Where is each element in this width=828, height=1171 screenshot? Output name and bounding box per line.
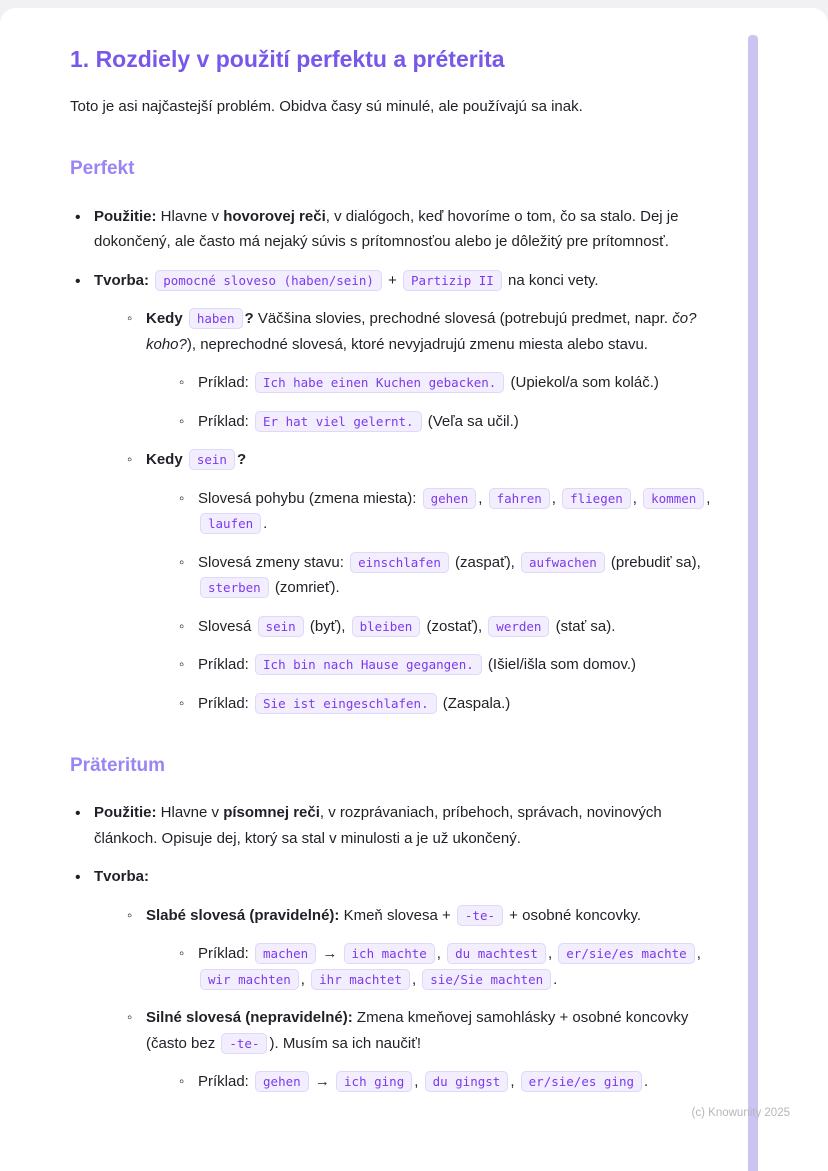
code-chip: du machtest [447,943,546,964]
list-item-text [94,868,149,885]
code-chip: haben [189,308,243,329]
list-item [70,204,716,255]
bullet-marker: ◦ [179,374,185,392]
code-chip: Partizip II [403,270,502,291]
text-segment: (Veľa sa učil.) [423,412,519,430]
text-segment: Príklad: [198,656,254,674]
text-segment: Použitie: [94,207,157,225]
bullet-marker: • [75,208,81,226]
text-segment: Hlavne v [156,804,224,822]
code-chip: ich machte [344,943,435,964]
text-segment: ). Musím sa ich naučiť! [269,1034,421,1052]
text-segment: Tvorba: [94,868,150,886]
bullet-marker: ◦ [179,412,185,430]
list-item-text [94,804,662,847]
text-segment: ? [236,451,247,469]
text-segment: čo? koho? [146,310,697,353]
list-item-text [198,945,701,988]
list-item-text [94,208,678,251]
bullet-marker: ◦ [179,945,185,963]
code-chip: aufwachen [521,552,605,573]
code-chip: Er hat viel gelernt. [255,411,422,432]
list [122,306,716,716]
code-chip: bleiben [352,616,421,637]
text-segment: , [547,945,557,963]
text-segment: Silné slovesá (nepravidelné): [146,1009,353,1027]
code-chip: kommen [643,488,704,509]
content [0,8,828,1095]
text-segment: Väčšina slovies, prechodné slovesá (potrebujú predmet, napr. [253,310,673,328]
code-chip: er/sie/es ging [521,1071,642,1092]
list [174,486,716,717]
text-segment: , [414,1073,423,1091]
list-item-text [94,272,599,289]
text-segment: + [383,271,402,289]
text-segment: Hlavne v [156,207,224,225]
text-segment: Kedy [146,451,187,469]
text-segment: , [436,945,446,963]
code-chip: einschlafen [350,552,449,573]
list-item-text [198,490,710,533]
text-segment: , [300,970,310,988]
list-item [122,306,716,434]
list-item-text [198,656,636,673]
text-segment: (prebudiť sa), [606,553,701,571]
text-segment: Kedy [146,310,187,328]
section-heading: Präteritum [70,755,166,777]
text-segment: , v dialógoch, keď hovoríme o tom, čo sa stalo. Dej je dokončený, ale často má nejaký súvis s prítomnosťou alebo je dôležitý pre prítomnosť. [94,207,679,251]
code-chip: Ich habe einen Kuchen gebacken. [255,372,504,393]
text-segment: , [696,945,701,963]
code-chip: gehen [423,488,477,509]
text-segment: , [706,489,711,507]
text-segment: Použitie: [94,804,157,822]
intro-paragraph: Toto je asi najčastejší problém. Obidva časy sú minulé, ale používajú sa inak. [70,97,583,115]
list-item-text [198,695,510,712]
list-item [174,614,716,640]
code-chip: -te- [457,905,503,926]
code-chip: sie/Sie machten [422,969,551,990]
code-chip: fliegen [562,488,631,509]
text-segment: → [318,945,342,963]
code-chip: machen [255,943,316,964]
list-item [122,903,716,993]
list-item [174,691,716,717]
page-title: 1. Rozdiely v použití perfektu a préterita [70,46,505,72]
bullet-marker: • [75,869,81,887]
list-item [174,370,716,396]
text-segment: (stať sa). [551,617,616,635]
code-chip: er/sie/es machte [558,943,694,964]
list [174,941,716,992]
list-item-text [198,554,701,597]
text-segment: Príklad: [198,945,254,963]
text-segment: Slovesá [198,617,256,635]
list-item [122,447,716,716]
bullet-marker: • [75,805,81,823]
code-chip: fahren [489,488,550,509]
bullet-marker: ◦ [179,617,185,635]
text-segment: (zostať), [422,617,487,635]
code-chip: -te- [221,1033,267,1054]
list-item-text [198,618,615,635]
list-item [70,268,716,717]
text-segment: Príklad: [198,412,254,430]
section-heading: Perfekt [70,158,135,180]
bullet-marker: ◦ [179,694,185,712]
bullet-marker: ◦ [179,553,185,571]
code-chip: laufen [200,513,261,534]
list [122,903,716,1095]
code-chip: Sie ist eingeschlafen. [255,693,437,714]
text-segment: + osobné koncovky. [505,906,642,924]
list [70,204,716,717]
text-segment: hovorovej reči [223,207,326,225]
list-item-text [198,1073,648,1090]
list-item [70,864,716,1095]
code-chip: ihr machtet [311,969,410,990]
text-segment: , [478,489,487,507]
code-chip: ich ging [336,1071,412,1092]
text-segment: , [510,1073,519,1091]
bullet-marker: ◦ [179,656,185,674]
list-item [174,486,716,537]
code-chip: gehen [255,1071,309,1092]
code-chip: sterben [200,577,269,598]
text-segment: , [551,489,561,507]
bullet-marker: • [75,272,81,290]
watermark: (c) Knowunity 2025 [691,1107,790,1119]
text-segment: , [632,489,642,507]
text-segment: ), neprechodné slovesá, ktoré nevyjadrujú zmenu miesta alebo stavu. [186,335,648,353]
list [70,800,716,1095]
text-segment: , v rozprávaniach, príbehoch, správach, novinových článkoch. Opisuje dej, ktorý sa stal v minulosti a je už ukončený. [94,804,662,847]
text-segment: (Išiel/išla som domov.) [483,656,637,674]
text-segment: na konci vety. [503,271,599,289]
list-item-text [146,451,246,468]
list-item [122,1005,716,1095]
text-segment: (Zaspala.) [438,694,511,712]
bullet-marker: ◦ [127,906,133,924]
bullet-marker: ◦ [179,1073,185,1091]
code-chip: werden [488,616,549,637]
text-segment: Príklad: [198,1073,254,1091]
bullet-marker: ◦ [127,451,133,469]
text-segment: (zaspať), [450,553,520,571]
sections [70,153,716,1095]
text-segment: (zomrieť). [270,579,340,597]
bullet-marker: ◦ [179,489,185,507]
text-segment: Tvorba: [94,271,150,289]
text-segment: písomnej reči [223,804,320,822]
text-segment: . [263,515,268,533]
text-segment: . [644,1073,649,1091]
list [174,1069,716,1095]
text-segment: (Upiekol/a som koláč.) [506,374,659,392]
text-segment: Slabé slovesá (pravidelné): [146,906,340,924]
document-page [0,8,828,1171]
code-chip: sein [258,616,304,637]
code-chip: Ich bin nach Hause gegangen. [255,654,482,675]
text-segment: Slovesá zmeny stavu: [198,553,349,571]
list-item-text [146,310,696,353]
list-item [174,941,716,992]
text-segment [149,272,153,289]
text-segment: → [310,1073,335,1091]
text-segment: Príklad: [198,694,254,712]
list-item [70,800,716,851]
code-chip: sein [189,449,235,470]
list-item-text [146,1009,688,1052]
text-segment: Slovesá pohybu (zmena miesta): [198,489,421,507]
text-segment: Kmeň slovesa + [339,906,455,924]
text-segment: (byť), [305,617,350,635]
bullet-marker: ◦ [127,1009,133,1027]
list [174,370,716,434]
list-item [174,550,716,601]
list-item-text [146,907,641,924]
bullet-marker: ◦ [127,310,133,328]
list-item [174,652,716,678]
text-segment: ? [244,310,254,328]
list-item [174,1069,716,1095]
text-segment: . [553,970,558,988]
text-segment: Zmena kmeňovej samohlásky + osobné koncovky (často bez [146,1009,689,1052]
list-item-text [198,413,519,430]
text-segment: Príklad: [198,374,254,392]
code-chip: wir machten [200,969,299,990]
text-segment: , [411,970,421,988]
code-chip: du gingst [425,1071,509,1092]
code-chip: pomocné sloveso (haben/sein) [155,270,382,291]
list-item [174,409,716,435]
list-item-text [198,374,659,391]
